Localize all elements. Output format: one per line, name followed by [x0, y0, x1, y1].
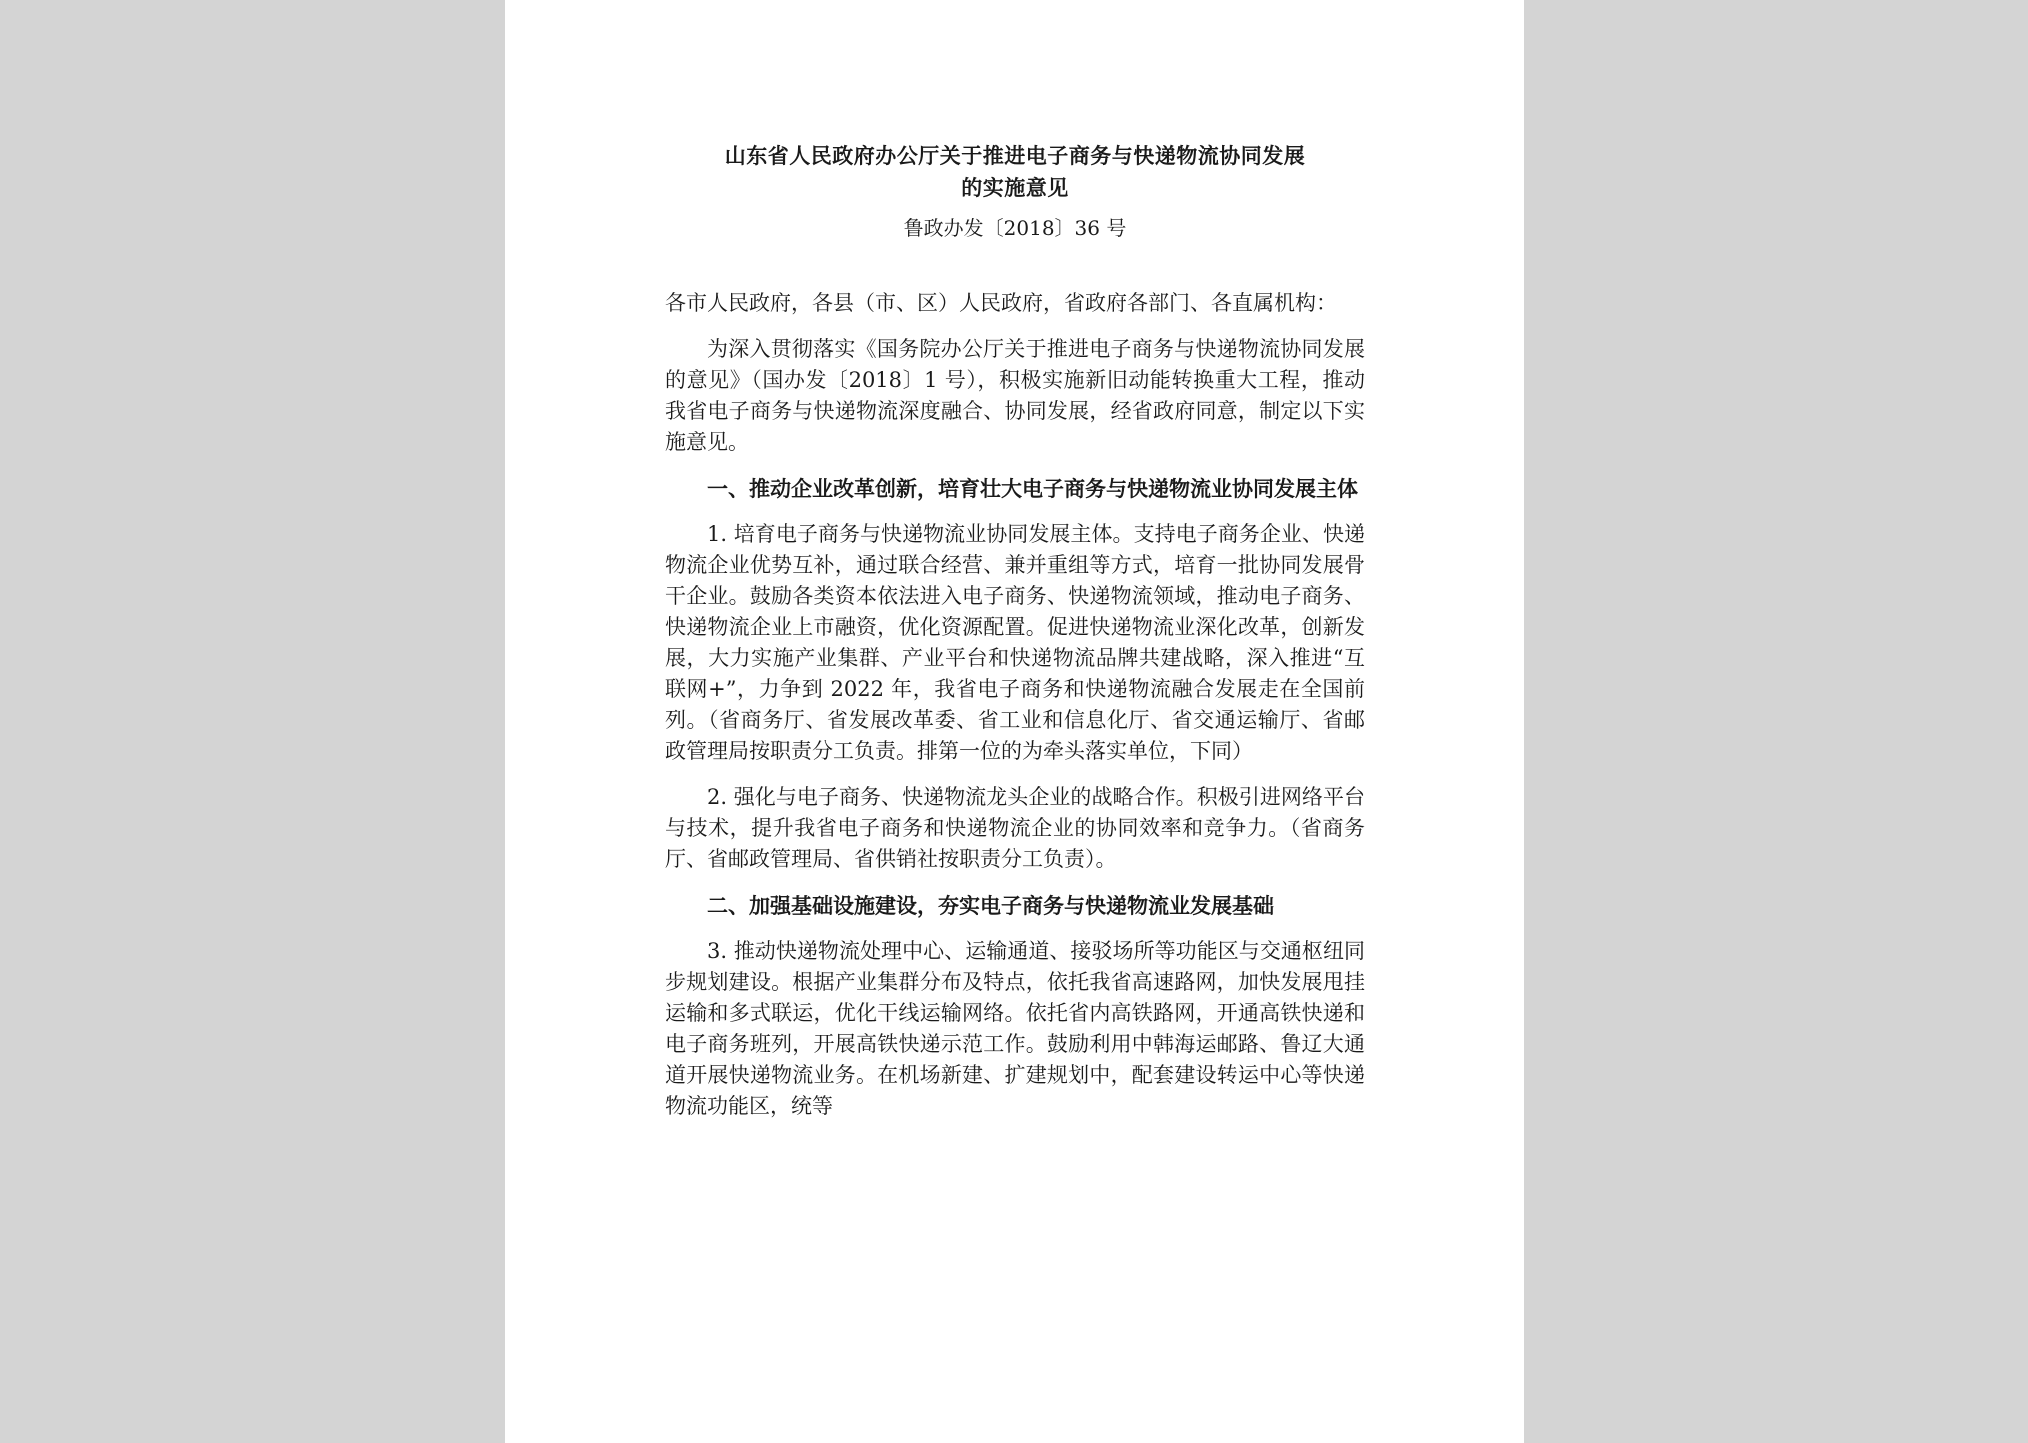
title-line-1: 山东省人民政府办公厅关于推进电子商务与快递物流协同发展: [724, 143, 1306, 168]
page-content: [665, 140, 1365, 1122]
section-2-heading: 二、加强基础设施建设，夯实电子商务与快递物流业发展基础: [707, 893, 1274, 918]
item-1-paragraph: 1. 培育电子商务与快递物流业协同发展主体。支持电子商务企业、快递物流企业优势互补，通过联合经营、兼并重组等方式，培育一批协同发展骨干企业。鼓励各类资本依法进入电子商务、快递物流领域，推动电子商务、快递物流企业上市融资，优化资源配置。促进快递物流业深化改革，创新发展，大力实施产业集群、产业平台和快递物流品牌共建战略，深入推进“互联网+”，力争到 2022 年，我省电子商务和快递物流融合发展走在全国前列。（省商务厅、省发展改革委、省工业和信息化厅、省交通运输厅、省邮政管理局按职责分工负责。排第一位的为牵头落实单位，下同）: [665, 522, 1365, 763]
salutation: 各市人民政府，各县（市、区）人民政府，省政府各部门、各直属机构：: [665, 291, 1337, 315]
section-1-heading: 一、推动企业改革创新，培育壮大电子商务与快递物流业协同发展主体: [707, 476, 1358, 501]
title-line-2: 的实施意见: [961, 175, 1069, 200]
document-number: 鲁政办发〔2018〕36 号: [903, 216, 1127, 240]
document-title: [665, 140, 1365, 204]
item-3-paragraph: 3. 推动快递物流处理中心、运输通道、接驳场所等功能区与交通枢纽同步规划建设。根据产业集群分布及特点，依托我省高速路网，加快发展甩挂运输和多式联运，优化干线运输网络。依托省内高铁路网，开通高铁快递和电子商务班列，开展高铁快递示范工作。鼓励利用中韩海运邮路、鲁辽大通道开展快递物流业务。在机场新建、扩建规划中，配套建设转运中心等快递物流功能区，统等: [665, 939, 1365, 1118]
item-2-paragraph: 2. 强化与电子商务、快递物流龙头企业的战略合作。积极引进网络平台与技术，提升我省电子商务和快递物流企业的协同效率和竞争力。（省商务厅、省邮政管理局、省供销社按职责分工负责）。: [665, 785, 1365, 871]
intro-paragraph: 为深入贯彻落实《国务院办公厅关于推进电子商务与快递物流协同发展的意见》（国办发〔2018〕1 号），积极实施新旧动能转换重大工程，推动我省电子商务与快递物流深度融合、协同发展，经省政府同意，制定以下实施意见。: [665, 337, 1365, 454]
document-page: [505, 0, 1524, 1443]
